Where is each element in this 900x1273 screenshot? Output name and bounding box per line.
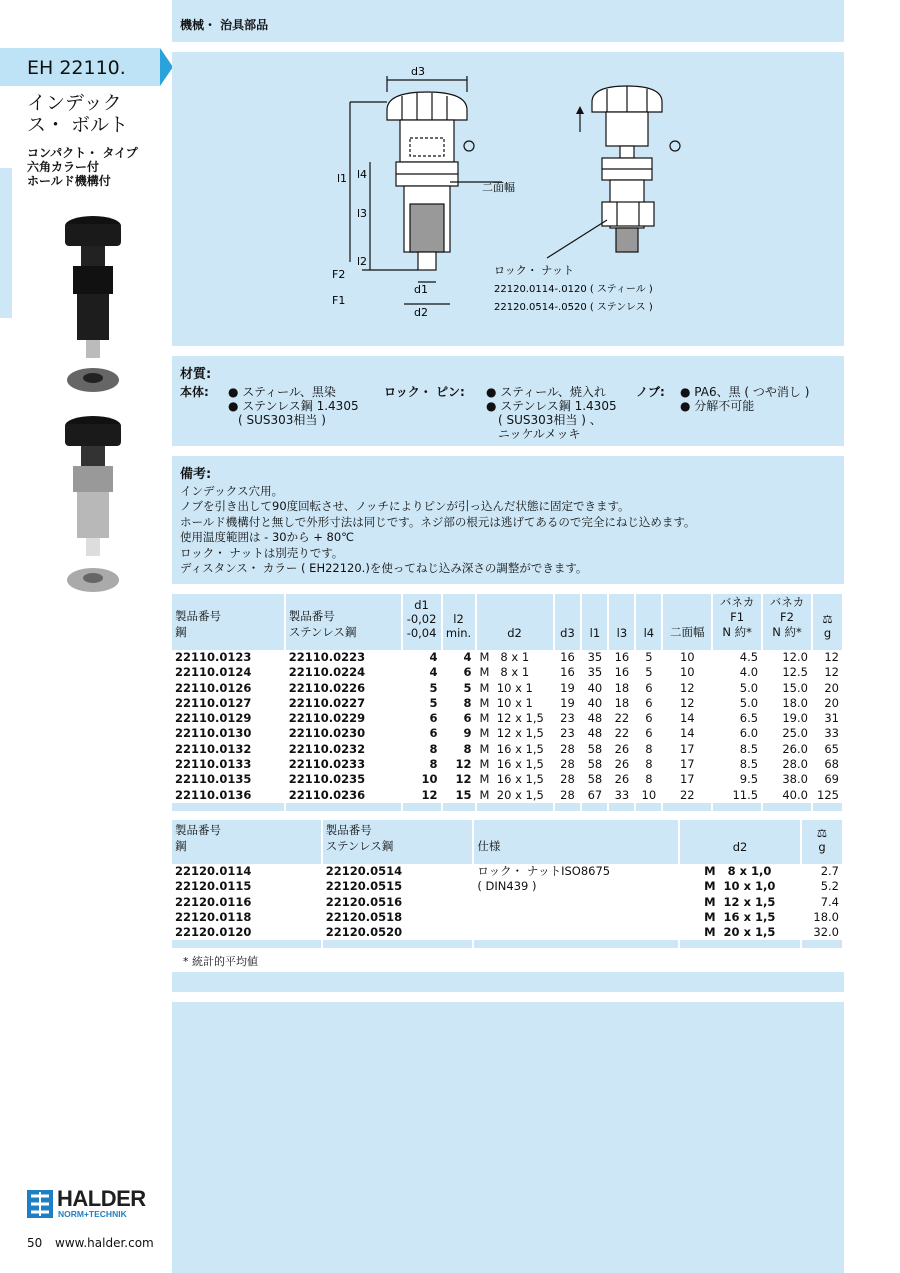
table-cell: 16 — [554, 665, 582, 680]
pin-item: ニッケルメッキ — [498, 427, 581, 441]
table-cell: 6.5 — [712, 711, 762, 726]
table-cell: M 12 x 1,5 — [476, 726, 554, 741]
table-cell: 9.5 — [712, 772, 762, 787]
col-header-weight-unit: g — [823, 626, 832, 640]
table-cell: 40.0 — [762, 788, 812, 803]
table-cell: 17 — [662, 742, 712, 757]
table-cell: 12 — [442, 772, 476, 787]
col-header-l3: l3 — [608, 594, 635, 642]
table-cell: 22120.0116 — [172, 895, 322, 910]
table-cell: M 8 x 1 — [476, 665, 554, 680]
table-cell: 18 — [608, 681, 635, 696]
locknut-stainless-label: 22120.0514-.0520 ( ステンレス ) — [494, 302, 653, 313]
table-cell: 22110.0126 — [172, 681, 285, 696]
col-header-steel: 製品番号 — [175, 823, 221, 837]
table-cell: 12 — [812, 665, 843, 680]
table-row — [172, 910, 843, 925]
note-line: ディスタンス・ カラー ( EH22120.)を使ってねじ込み深さの調整ができます。 — [180, 561, 588, 576]
table-cell: 6 — [635, 681, 662, 696]
table-cell: 22120.0514 — [322, 864, 474, 879]
hex-width-label: 二面幅 — [482, 181, 515, 194]
table-cell: 12 — [662, 696, 712, 711]
product-title-line2: ス・ ボルト — [27, 114, 129, 136]
table-cell: 5 — [635, 650, 662, 665]
table-cell: 22110.0226 — [285, 681, 402, 696]
technical-drawing-panel — [172, 52, 844, 346]
knob-item: ● PA6、黒 ( つや消し ) — [680, 385, 810, 399]
table-cell: M 16 x 1,5 — [476, 742, 554, 757]
table-row — [172, 757, 843, 772]
body-label: 本体: — [180, 385, 209, 399]
table-cell: 67 — [581, 788, 608, 803]
table-cell: 4 — [402, 665, 442, 680]
table-cell: 8 — [402, 742, 442, 757]
table-row — [172, 772, 843, 787]
col-header-f2-symbol: F2 — [780, 610, 794, 624]
indexing-plunger-table — [172, 594, 844, 811]
locknut-label: ロック・ ナット — [494, 264, 575, 277]
col-header-l2: l2 — [453, 612, 464, 626]
table-cell: 5 — [442, 681, 476, 696]
table-cell: 22110.0233 — [285, 757, 402, 772]
dim-d1-label: d1 — [414, 283, 428, 296]
table-cell: 22110.0133 — [172, 757, 285, 772]
spacer-row — [172, 856, 843, 864]
table-cell: 4.5 — [712, 650, 762, 665]
table-cell: 12 — [442, 757, 476, 772]
table-cell: 22120.0114 — [172, 864, 322, 879]
col-header-hex: 二面幅 — [662, 594, 712, 642]
brand-subline: NORM+TECHNIK — [58, 1209, 127, 1219]
table-cell: 22110.0135 — [172, 772, 285, 787]
col-header-steel-sub: 鋼 — [175, 839, 187, 853]
dim-f1-label: F1 — [332, 294, 346, 307]
table-cell: 8 — [635, 772, 662, 787]
table-cell: 22120.0516 — [322, 895, 474, 910]
notes-title: 備考: — [180, 467, 212, 482]
table-cell: M 8 x 1 — [476, 650, 554, 665]
table-cell: 22110.0230 — [285, 726, 402, 741]
blank-band — [172, 972, 844, 992]
brand-name: HALDER — [57, 1186, 146, 1211]
table-cell: 22110.0127 — [172, 696, 285, 711]
weight-icon: ⚖ — [822, 612, 833, 626]
table-cell: 6.0 — [712, 726, 762, 741]
body-item: ● スティール、黒染 — [228, 385, 336, 399]
locknut-steel-label: 22120.0114-.0120 ( スティール ) — [494, 284, 653, 295]
table-cell: 10 — [635, 788, 662, 803]
table-cell: 8 — [442, 696, 476, 711]
table-cell: M 10 x 1 — [476, 696, 554, 711]
table-cell: 8.5 — [712, 757, 762, 772]
pin-label: ロック・ ピン: — [384, 385, 465, 399]
table-cell: 15.0 — [762, 681, 812, 696]
table-cell: ( DIN439 ) — [473, 879, 679, 894]
note-line: インデックス穴用。 — [180, 484, 284, 498]
material-title: 材質: — [180, 367, 212, 382]
table-cell: 26 — [608, 742, 635, 757]
table-cell: 6 — [442, 665, 476, 680]
weight-icon: ⚖ — [816, 826, 828, 840]
col-header-f1-symbol: F1 — [730, 610, 745, 624]
footnote: * 統計的平均値 — [183, 955, 258, 968]
table-row — [172, 864, 843, 879]
table-cell: 22110.0232 — [285, 742, 402, 757]
table-cell: 58 — [581, 742, 608, 757]
table-cell: 9 — [442, 726, 476, 741]
blank-panel — [172, 1002, 844, 1273]
table-cell: 19 — [554, 681, 582, 696]
table-cell: M 8 x 1,0 — [679, 864, 801, 879]
dim-l2-label: l2 — [357, 255, 368, 268]
table-row — [172, 788, 843, 803]
table-row — [172, 925, 843, 940]
table-cell: 5 — [402, 681, 442, 696]
table-cell: 22110.0229 — [285, 711, 402, 726]
table-cell: 5.0 — [712, 696, 762, 711]
table-cell: 6 — [402, 726, 442, 741]
table-cell: 19 — [554, 696, 582, 711]
col-header-l4: l4 — [635, 594, 662, 642]
table-cell: 20 — [812, 696, 843, 711]
table-cell: 16 — [554, 650, 582, 665]
table-cell: 10 — [402, 772, 442, 787]
table-cell: 28 — [554, 788, 582, 803]
col-header-d3: d3 — [554, 594, 582, 642]
table-cell: 22110.0124 — [172, 665, 285, 680]
table-cell: 12 — [662, 681, 712, 696]
table-cell: 22110.0224 — [285, 665, 402, 680]
table-cell: M 12 x 1,5 — [679, 895, 801, 910]
knob-item: ● 分解不可能 — [680, 399, 755, 413]
col-header-stainless-sub: ステンレス鋼 — [288, 625, 357, 639]
table-cell: 33 — [812, 726, 843, 741]
table-cell: 48 — [581, 726, 608, 741]
table-cell: 22120.0520 — [322, 925, 474, 940]
col-header-l2-min: min. — [445, 626, 472, 640]
col-header-d2: d2 — [679, 820, 801, 856]
table-cell: M 20 x 1,5 — [679, 925, 801, 940]
table-cell: 65 — [812, 742, 843, 757]
table-cell: 17 — [662, 757, 712, 772]
col-header-d1-tol-lower: -0,04 — [406, 626, 437, 640]
table-cell: 28 — [554, 742, 582, 757]
product-subtitle-line1: コンパクト・ タイプ — [27, 146, 138, 160]
technical-drawing — [172, 52, 844, 346]
spacer-row — [172, 803, 843, 811]
table-cell: 5.2 — [801, 879, 843, 894]
table-cell: 68 — [812, 757, 843, 772]
table-cell: 22110.0136 — [172, 788, 285, 803]
table-cell: 22110.0129 — [172, 711, 285, 726]
spacer-row — [172, 642, 843, 650]
table-cell: 22120.0515 — [322, 879, 474, 894]
note-line: ノブを引き出して90度回転させ、ノッチによりピンが引っ込んだ状態に固定できます。 — [180, 499, 630, 514]
table-cell: 125 — [812, 788, 843, 803]
table-cell: 22110.0132 — [172, 742, 285, 757]
knob-label: ノブ: — [636, 385, 665, 399]
table-cell: 18 — [608, 696, 635, 711]
table-cell: 4.0 — [712, 665, 762, 680]
col-header-spec: 仕様 — [473, 820, 679, 856]
table-cell: 6 — [442, 711, 476, 726]
dim-f2-label: F2 — [332, 268, 346, 281]
table-cell: 8 — [635, 757, 662, 772]
col-header-d1: d1 — [414, 598, 429, 612]
spacer-row — [172, 940, 843, 948]
table-cell — [473, 895, 679, 910]
table-cell: 22110.0130 — [172, 726, 285, 741]
table-cell: M 10 x 1,0 — [679, 879, 801, 894]
table-cell: 35 — [581, 650, 608, 665]
table-cell: 10 — [662, 665, 712, 680]
table-cell: 19.0 — [762, 711, 812, 726]
table-cell — [473, 925, 679, 940]
body-item: ● ステンレス鋼 1.4305 — [228, 399, 359, 413]
table-cell: 22120.0120 — [172, 925, 322, 940]
table-cell: 15 — [442, 788, 476, 803]
table-cell: 12.5 — [762, 665, 812, 680]
table-row — [172, 711, 843, 726]
table-row — [172, 742, 843, 757]
col-header-d1-tol-upper: -0,02 — [406, 612, 437, 626]
table-cell: 14 — [662, 711, 712, 726]
col-header-stainless: 製品番号 — [288, 609, 335, 623]
dim-d3-label: d3 — [411, 65, 425, 78]
table-cell: 22 — [662, 788, 712, 803]
table-cell: M 16 x 1,5 — [679, 910, 801, 925]
col-header-stainless-sub: ステンレス鋼 — [325, 839, 394, 853]
product-subtitle-line3: ホールド機構付 — [27, 174, 111, 188]
table-cell: 22120.0115 — [172, 879, 322, 894]
product-code: EH 22110. — [27, 57, 126, 79]
product-photo-black — [55, 212, 135, 402]
page-number: 50 — [27, 1236, 43, 1250]
table-cell: 69 — [812, 772, 843, 787]
col-header-stainless: 製品番号 — [325, 823, 372, 837]
table-row — [172, 879, 843, 894]
body-item: ( SUS303相当 ) — [238, 413, 326, 427]
table-cell: 28 — [554, 757, 582, 772]
table-cell: 2.7 — [801, 864, 843, 879]
table-cell: 40 — [581, 681, 608, 696]
table-cell: 58 — [581, 757, 608, 772]
table-cell: 58 — [581, 772, 608, 787]
table-cell: 5 — [635, 665, 662, 680]
table-row — [172, 726, 843, 741]
table-cell: 48 — [581, 711, 608, 726]
table-row — [172, 696, 843, 711]
dim-l1-label: l1 — [337, 172, 348, 185]
product-subtitle-line2: 六角カラー付 — [27, 160, 100, 174]
note-line: ロック・ ナットは別売りです。 — [180, 545, 344, 560]
table-cell: 16 — [608, 665, 635, 680]
table-cell: 20 — [812, 681, 843, 696]
table-cell: 38.0 — [762, 772, 812, 787]
table-cell: 11.5 — [712, 788, 762, 803]
col-header-f1-unit: N 約* — [722, 625, 752, 639]
table-cell: M 16 x 1,5 — [476, 772, 554, 787]
material-panel — [172, 356, 844, 446]
table-cell: 22 — [608, 726, 635, 741]
table-cell: 28.0 — [762, 757, 812, 772]
col-header-weight-unit: g — [818, 840, 826, 854]
category-label: 機械・ 治具部品 — [180, 18, 269, 32]
dim-l4-label: l4 — [357, 168, 368, 181]
table-cell: 6 — [635, 696, 662, 711]
table-row — [172, 681, 843, 696]
note-line: 使用温度範囲は - 30から + 80℃ — [180, 530, 355, 545]
table-cell: 25.0 — [762, 726, 812, 741]
table-cell: 22110.0235 — [285, 772, 402, 787]
table-cell: 35 — [581, 665, 608, 680]
table-cell: 14 — [662, 726, 712, 741]
halder-logo — [27, 1188, 157, 1224]
table-cell: 31 — [812, 711, 843, 726]
table-cell: 22110.0123 — [172, 650, 285, 665]
table-cell: 26 — [608, 772, 635, 787]
table-cell: 23 — [554, 711, 582, 726]
table-cell: 32.0 — [801, 925, 843, 940]
notes-body — [180, 484, 695, 576]
table-cell: 4 — [442, 650, 476, 665]
table-cell: 16 — [608, 650, 635, 665]
header-band — [172, 0, 844, 42]
table-cell: 7.4 — [801, 895, 843, 910]
table-row — [172, 895, 843, 910]
table-row — [172, 650, 843, 665]
product-title-line1: インデック — [27, 92, 122, 114]
dim-l3-label: l3 — [357, 207, 368, 220]
table-cell: 12 — [812, 650, 843, 665]
table-cell: 8 — [402, 757, 442, 772]
product-photo-stainless — [55, 412, 135, 602]
table-cell: 12.0 — [762, 650, 812, 665]
notes-panel — [172, 456, 844, 584]
table-cell: 22110.0227 — [285, 696, 402, 711]
pin-item: ( SUS303相当 ) 、 — [498, 413, 602, 427]
table-cell — [473, 910, 679, 925]
col-header-f2: バネカ — [769, 595, 805, 609]
col-header-steel: 製品番号 — [175, 609, 221, 623]
table-cell: 40 — [581, 696, 608, 711]
table-cell: 23 — [554, 726, 582, 741]
col-header-f2-unit: N 約* — [772, 625, 802, 639]
table-cell: 18.0 — [762, 696, 812, 711]
table-cell: 8 — [635, 742, 662, 757]
table-cell: ロック・ ナットISO8675 — [473, 864, 679, 879]
table-cell: 6 — [402, 711, 442, 726]
table-cell: 22110.0223 — [285, 650, 402, 665]
col-header-f1: バネカ — [719, 595, 755, 609]
pin-item: ● スティール、焼入れ — [486, 385, 606, 399]
table-cell: 17 — [662, 772, 712, 787]
table-cell: 28 — [554, 772, 582, 787]
table-cell: 6 — [635, 711, 662, 726]
col-header-steel-sub: 鋼 — [175, 625, 187, 639]
col-header-l1: l1 — [581, 594, 608, 642]
table-cell: 22 — [608, 711, 635, 726]
dim-d2-label: d2 — [414, 306, 428, 319]
table-cell: 8.5 — [712, 742, 762, 757]
table-cell: 26.0 — [762, 742, 812, 757]
table-cell: M 16 x 1,5 — [476, 757, 554, 772]
note-line: ホールド機構付と無しで外形寸法は同じです。ネジ部の根元は逃げてあるので完全にねじ込めます。 — [180, 514, 696, 529]
table-cell: M 12 x 1,5 — [476, 711, 554, 726]
table-cell: 6 — [635, 726, 662, 741]
table-cell: 22110.0236 — [285, 788, 402, 803]
table-cell: 5 — [402, 696, 442, 711]
pin-item: ● ステンレス鋼 1.4305 — [486, 399, 617, 413]
table-row — [172, 665, 843, 680]
table-cell: 18.0 — [801, 910, 843, 925]
table-cell: 22120.0518 — [322, 910, 474, 925]
table-cell: 12 — [402, 788, 442, 803]
table-cell: 26 — [608, 757, 635, 772]
table-cell: 4 — [402, 650, 442, 665]
col-header-d2: d2 — [476, 594, 554, 642]
table-cell: M 20 x 1,5 — [476, 788, 554, 803]
table-cell: 5.0 — [712, 681, 762, 696]
locknut-table — [172, 820, 844, 948]
website-link[interactable]: www.halder.com — [55, 1236, 154, 1250]
side-accent-band — [0, 168, 12, 318]
table-cell: 10 — [662, 650, 712, 665]
table-cell: 8 — [442, 742, 476, 757]
table-cell: M 10 x 1 — [476, 681, 554, 696]
table-cell: 33 — [608, 788, 635, 803]
table-cell: 22120.0118 — [172, 910, 322, 925]
